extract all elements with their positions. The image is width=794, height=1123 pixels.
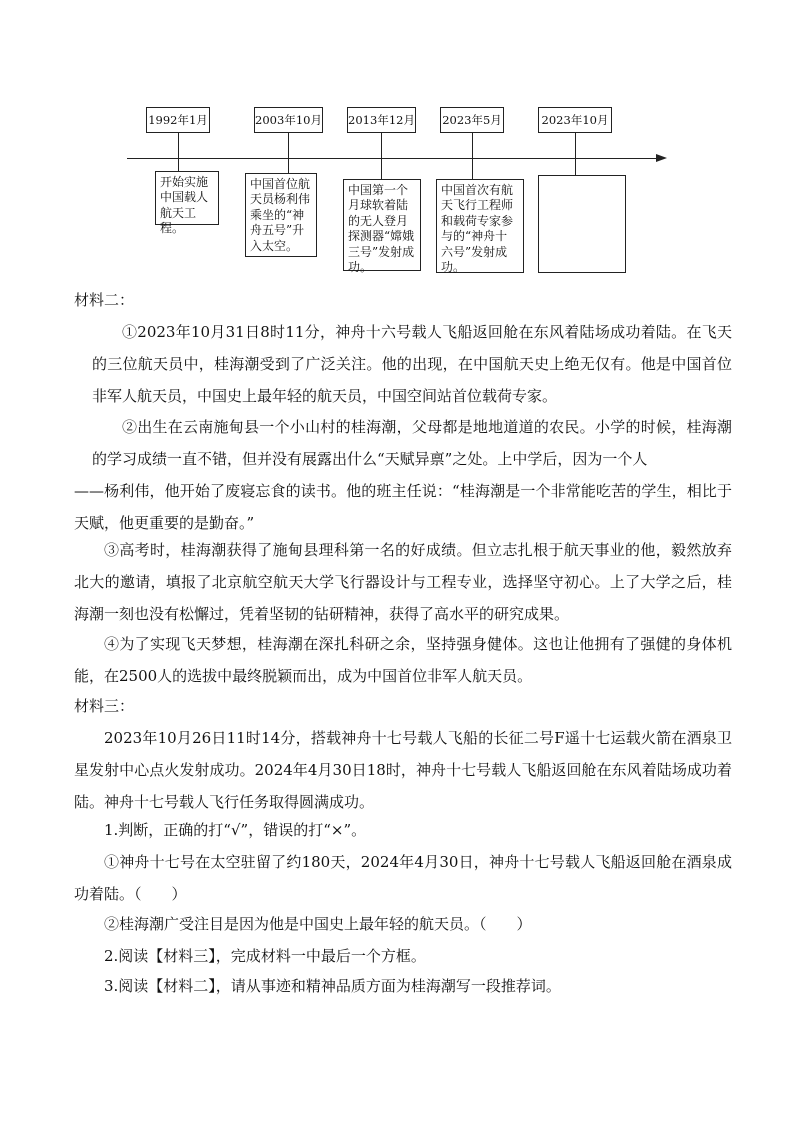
timeline-date-5: 2023年10月 (538, 107, 612, 133)
material3-paragraph: 2023年10月26日11时14分，搭载神舟十七号载人飞船的长征二号F遥十七运载火箭在酒泉卫星发射中心点火发射成功。2024年4月30日18时，神舟十七号载人飞船返回舱在东风着陆场成功着陆。神舟十七号载人飞行任务取得圆满成功。 (74, 729, 732, 811)
connector-down-5 (575, 158, 576, 176)
connector-2 (288, 133, 289, 158)
question-2: 2.阅读【材料三】，完成材料一中最后一个方框。 (104, 947, 426, 965)
timeline-event-1: 开始实施中国载人航天工程。 (155, 171, 219, 225)
timeline-event-4: 中国首次有航天飞行工程师和载荷专家参与的“神舟十六号”发射成功。 (436, 179, 524, 273)
connector-down-1 (178, 158, 179, 172)
connector-down-4 (472, 158, 473, 180)
connector-1 (178, 133, 179, 158)
question-1: 1.判断，正确的打“√”，错误的打“×”。 (104, 821, 367, 839)
material3-heading: 材料三： (74, 697, 135, 715)
timeline-event-5-blank (538, 175, 626, 273)
connector-down-2 (288, 158, 289, 174)
timeline-date-2: 2003年10月 (254, 107, 323, 133)
question-1b: ②桂海潮广受注目是因为他是中国史上最年轻的航天员。（ ） (104, 915, 532, 933)
timeline-date-3: 2013年12月 (347, 107, 416, 133)
timeline-arrow-head (656, 154, 667, 162)
timeline-axis (127, 158, 657, 159)
material2-paragraph-1: ①2023年10月31日8时11分，神舟十六号载人飞船返回舱在东风着陆场成功着陆。在飞天的三位航天员中，桂海潮受到了广泛关注。他的出现，在中国航天史上绝无仅有。他是中国首位非军人航天员，中国史上最年轻的航天员，中国空间站首位载荷专家。 (92, 323, 732, 405)
material2-paragraph-4: ④为了实现飞天梦想，桂海潮在深扎科研之余，坚持强身健体。这也让他拥有了强健的身体机能，在2500人的选拔中最终脱颖而出，成为中国首位非军人航天员。 (74, 635, 732, 685)
material2-heading: 材料二： (74, 291, 135, 309)
connector-5 (575, 133, 576, 158)
question-3: 3.阅读【材料二】，请从事迹和精神品质方面为桂海潮写一段推荐词。 (104, 977, 561, 995)
material2-paragraph-2a: ②出生在云南施甸县一个小山村的桂海潮，父母都是地地道道的农民。小学的时候，桂海潮的学习成绩一直不错，但并没有展露出什么“天赋异禀”之处。上中学后，因为一个人 (92, 418, 732, 468)
connector-4 (472, 133, 473, 158)
timeline-date-4: 2023年5月 (440, 107, 504, 133)
connector-3 (381, 133, 382, 158)
timeline-event-3: 中国第一个月球软着陆的无人登月探测器“嫦娥三号”发射成功。 (343, 179, 421, 271)
material2-paragraph-2b: ——杨利伟，他开始了废寝忘食的读书。他的班主任说：“桂海潮是一个非常能吃苦的学生，相比于天赋，他更重要的是勤奋。” (74, 482, 732, 532)
material2-paragraph-3: ③高考时，桂海潮获得了施甸县理科第一名的好成绩。但立志扎根于航天事业的他，毅然放弃北大的邀请，填报了北京航空航天大学飞行器设计与工程专业，选择坚守初心。上了大学之后，桂海潮一刻也没有松懈过，凭着坚韧的钻研精神，获得了高水平的研究成果。 (74, 541, 732, 623)
timeline-event-2: 中国首位航天员杨利伟乘坐的“神舟五号”升入太空。 (245, 173, 317, 257)
question-1a: ①神舟十七号在太空驻留了约180天，2024年4月30日，神舟十七号载人飞船返回舱在酒泉成功着陆。（ ） (74, 853, 732, 903)
timeline-date-1: 1992年1月 (146, 107, 210, 133)
connector-down-3 (381, 158, 382, 180)
